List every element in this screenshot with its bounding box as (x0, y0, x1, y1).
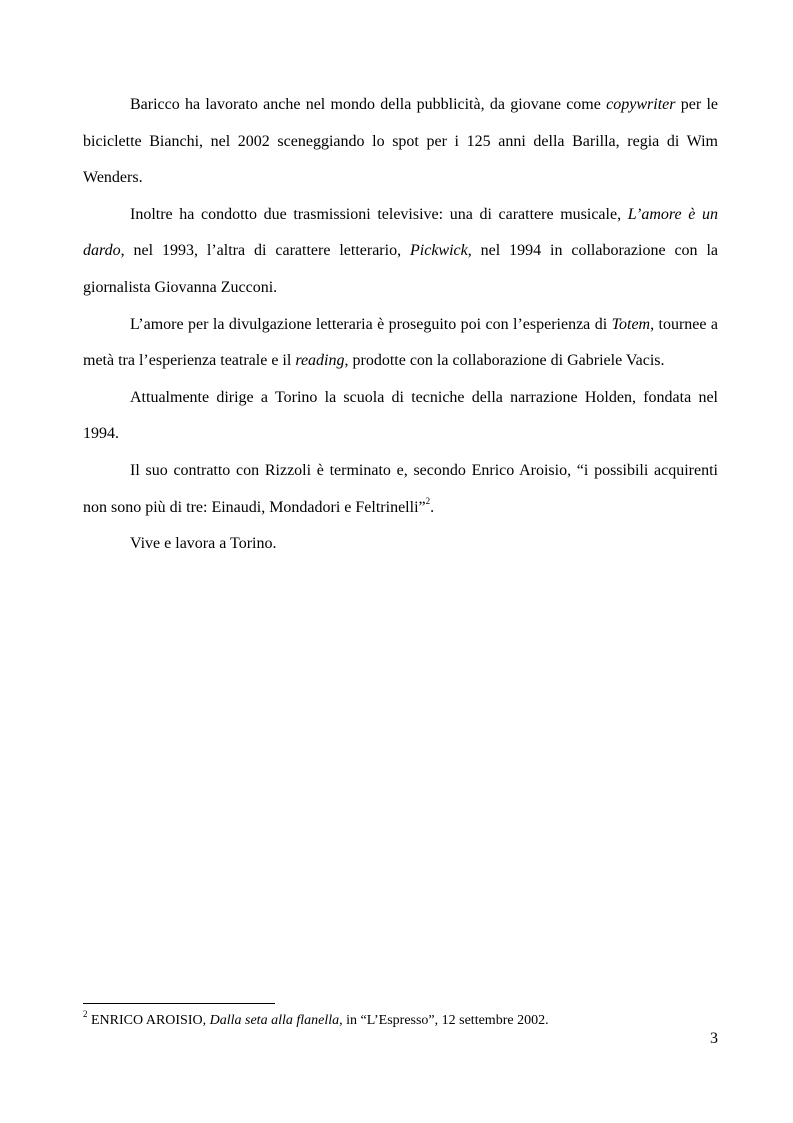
text-segment: Attualmente dirige a Torino la scuola di tecniche della narrazione Holden, fondata nel 1994. (83, 388, 718, 443)
text-segment: , nel 1993, l’altra di carattere letterario, (120, 242, 410, 260)
text-segment: per le biciclette Bianchi, nel 2002 sceneggiando lo spot per i 125 anni della Barilla, regia di Wim Wenders. (83, 96, 719, 187)
text-segment: , nel 1994 in collaborazione con la giornalista Giovanna Zucconi. (83, 242, 719, 296)
italic-term-reading: reading (295, 352, 345, 370)
body-text (83, 87, 718, 563)
text-segment: L’amore per la divulgazione letteraria è proseguito poi con l’esperienza di (130, 315, 612, 333)
italic-title-lamore-e-un-dardo: L’amore è un dardo (83, 205, 719, 260)
text-segment: Baricco ha lavorato anche nel mondo della pubblicità, da giovane come (130, 96, 607, 113)
text-segment: Il suo contratto con Rizzoli è terminato e, secondo Enrico Aroisio, “i possibili acquirenti non sono più di tre: Einaudi, Mondadori e Feltrinelli” (83, 461, 718, 516)
paragraph-contratto (83, 453, 718, 526)
paragraph-televisione (83, 197, 718, 307)
paragraph-pubblicita (83, 87, 718, 197)
text-segment: . (430, 498, 435, 516)
footnote (83, 1011, 723, 1031)
footnote-title: Dalla seta alla flanella (209, 1013, 340, 1028)
page-number: 3 (710, 1030, 718, 1047)
text-segment: , prodotte con la collaborazione di Gabriele Vacis. (344, 352, 665, 370)
footnote-separator (83, 1003, 275, 1004)
footnote-author: ENRICO AROISIO, (87, 1013, 210, 1028)
text-segment: , tournee a metà tra l’esperienza teatrale e il (83, 315, 719, 370)
italic-term-copywriter: copywriter (606, 96, 676, 113)
paragraph-vive (83, 526, 718, 563)
italic-title-totem: Totem (611, 315, 651, 333)
footnote-marker: 2 (83, 1009, 88, 1020)
paragraph-holden (83, 380, 718, 453)
italic-title-pickwick: Pickwick (410, 242, 468, 260)
text-segment: Vive e lavora a Torino. (130, 535, 277, 553)
text-segment: Inoltre ha condotto due trasmissioni televisive: una di carattere musicale, (130, 205, 628, 223)
footnote-source: , in “L’Espresso”, 12 settembre 2002. (339, 1013, 549, 1028)
footnote-reference: 2 (425, 496, 431, 507)
paragraph-divulgazione (83, 307, 718, 380)
